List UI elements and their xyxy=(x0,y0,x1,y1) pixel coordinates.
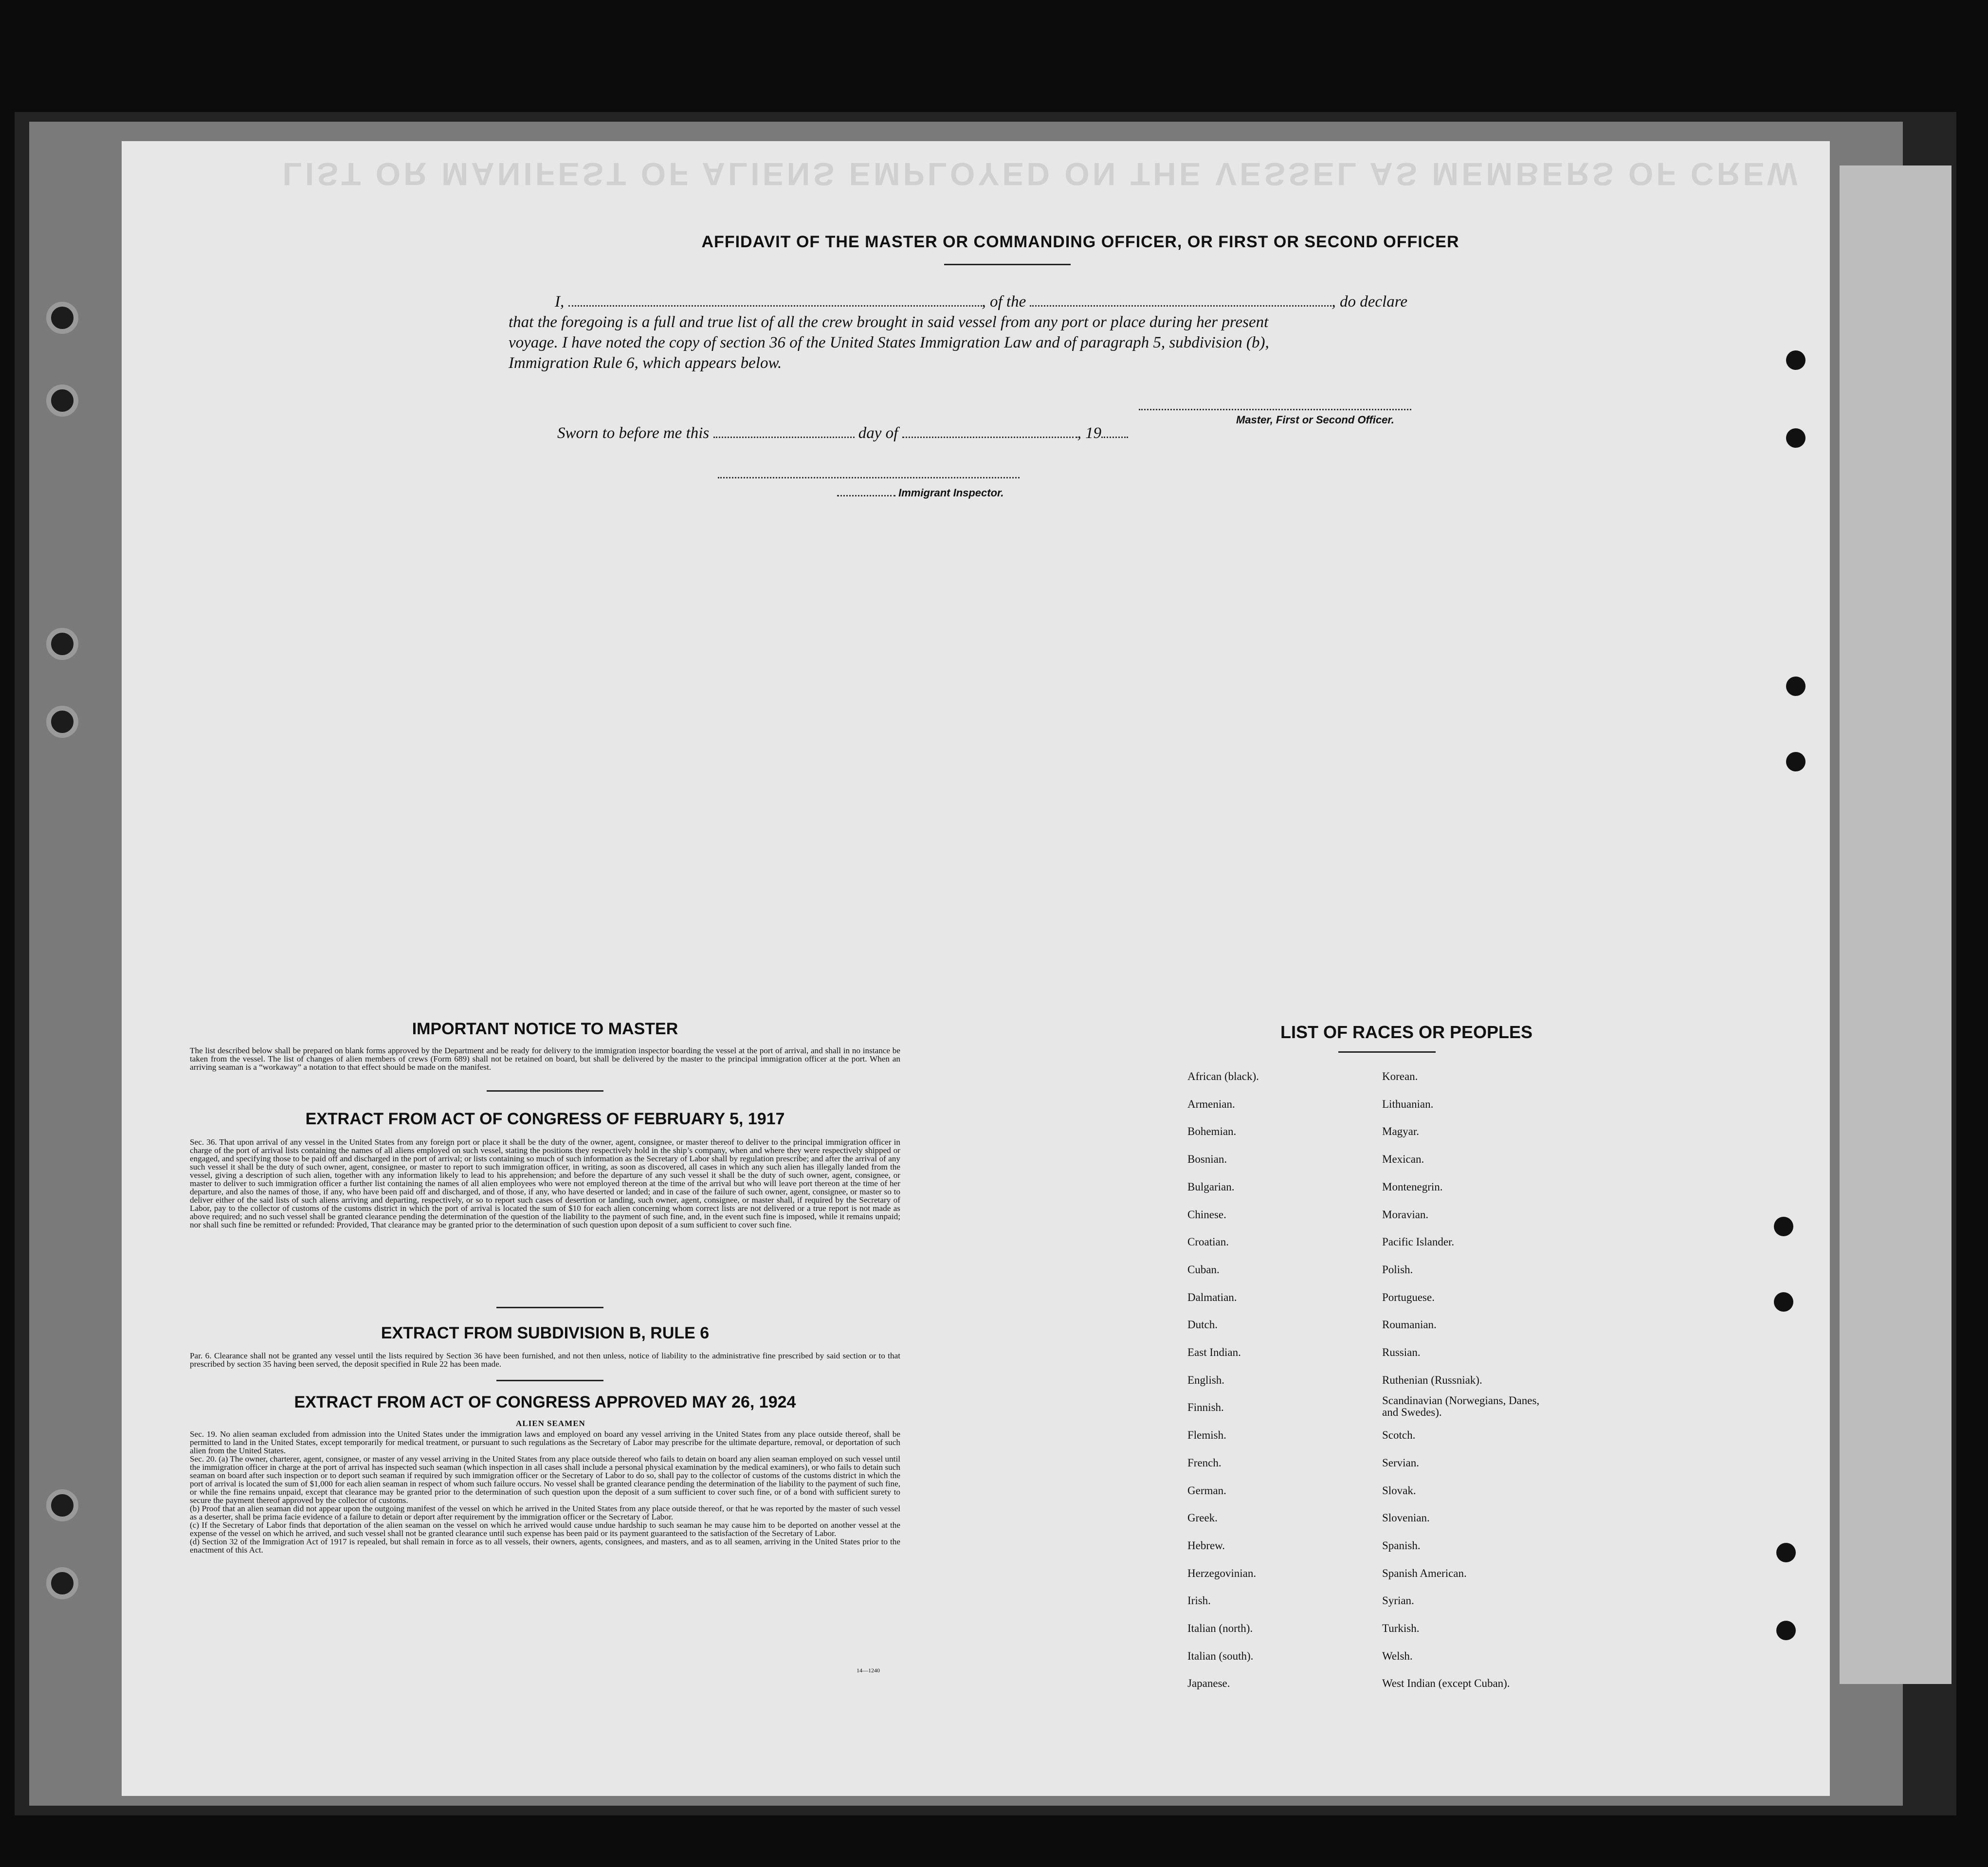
race-item-left: Croatian. xyxy=(1187,1236,1229,1248)
extract-1924-title: EXTRACT FROM ACT OF CONGRESS APPROVED MAY 26, 1924 xyxy=(294,1393,796,1411)
sec-19: Sec. 19. No alien seaman excluded from admission into the United States under the immigration laws and employed on board any vessel arriving in the United States from any place outside thereof, shall be permitted to land in the United States, except temporarily for medical treatment, or pursuant to such regulations as the Secretary of Labor may prescribe for the ultimate departure, removal, or deportation of such alien from the United States. xyxy=(190,1429,900,1455)
race-item-left: Herzegovinian. xyxy=(1187,1567,1257,1579)
affidavit-i: I, xyxy=(555,293,565,311)
notice-body: The list described below shall be prepared on blank forms approved by the Department and be ready for delivery to the immigration inspector boarding the vessel at the port of arrival, and shall in no instance be taken from the vessel. The list of changes of alien members of crews (Form 689) shall not be retained on board, but shall be delivered by the master to the principal immigration officer at the port. When an arriving seaman is a “workaway” a notation to that effect should be made on the manifest. xyxy=(190,1046,900,1072)
day-of-text: day of xyxy=(858,424,898,442)
race-item-right: West Indian (except Cuban). xyxy=(1382,1677,1510,1690)
race-item-left: Greek. xyxy=(1187,1512,1218,1524)
race-item-left: English. xyxy=(1187,1373,1225,1386)
form-number: 14—1240 xyxy=(857,1667,880,1674)
binder-hole xyxy=(46,1567,78,1599)
binder-hole xyxy=(1774,1292,1793,1312)
race-item-right: Moravian. xyxy=(1382,1208,1429,1221)
race-item-left: German. xyxy=(1187,1484,1226,1497)
inspector-caption xyxy=(837,487,1004,499)
vessel-blank xyxy=(1030,294,1331,307)
affidavit-line-4: Immigration Rule 6, which appears below. xyxy=(509,354,782,372)
extract-1917-title: EXTRACT FROM ACT OF CONGRESS OF FEBRUARY 5, 1917 xyxy=(305,1110,785,1128)
binder-hole xyxy=(46,302,78,334)
sec-20a: Sec. 20. (a) The owner, charterer, agent, consignee, or master of any vessel arriving in the United States from any place outside thereof who fails to detain on board any alien seaman employed on such vessel until the immigration officer in charge at the port of arrival has inspected such seaman (which inspection in all cases shall include a personal physical examination by the medical examiners), or who fails to detain such seaman on board after such inspection or to deport such seaman if required by such immigration officer or the Secretary of Labor to do so, shall pay to the collector of customs of the customs district in which the port of arrival is located the sum of $1,000 for each alien seaman in respect of whom such failure occurs. No vessel shall be granted clearance pending the determination of the liability to the payment of such fine, or while the fine remains unpaid, except that clearance may be granted prior to the determination of such question upon the deposit of a sum sufficient to cover such fine, or of a bond with sufficient surety to secure the payment thereof approved by the collector of customs. xyxy=(190,1454,900,1505)
race-item-left: Irish. xyxy=(1187,1594,1211,1607)
binder-hole xyxy=(46,628,78,660)
affidavit-of-the: , of the xyxy=(982,293,1026,311)
extract-rule6-title: EXTRACT FROM SUBDIVISION B, RULE 6 xyxy=(381,1324,710,1342)
sworn-line xyxy=(557,424,1128,442)
race-item-right: Scandinavian (Norwegians, Danes, and Swedes). xyxy=(1382,1394,1540,1419)
master-caption: Master, First or Second Officer. xyxy=(1236,414,1394,426)
race-item-left: Flemish. xyxy=(1187,1429,1226,1442)
race-item-right: Roumanian. xyxy=(1382,1318,1437,1331)
race-item-right: Lithuanian. xyxy=(1382,1098,1434,1110)
affidavit-line-1 xyxy=(555,293,1407,311)
races-title: LIST OF RACES OR PEOPLES xyxy=(1280,1022,1533,1042)
race-item-right: Korean. xyxy=(1382,1070,1418,1082)
binder-hole xyxy=(46,706,78,738)
race-item-left: Hebrew. xyxy=(1187,1539,1225,1552)
day-blank xyxy=(713,426,855,438)
race-item-right: Syrian. xyxy=(1382,1594,1414,1607)
affidavit-line-2: that the foregoing is a full and true list of all the crew brought in said vessel from any port or place during her present xyxy=(509,313,1269,331)
sec-20b: (b) Proof that an alien seaman did not appear upon the outgoing manifest of the vessel on which he arrived in the United States from any place outside thereof, or that he was reported by the master of such vessel as a deserter, shall be prima facie evidence of a failure to detain or deport after requirement by the immigration officer or the Secretary of Labor. xyxy=(190,1504,900,1521)
race-item-right: Slovenian. xyxy=(1382,1512,1430,1524)
affidavit-line-3: voyage. I have noted the copy of section 36 of the United States Immigration Law and of paragraph 5, subdivision (b), xyxy=(509,334,1269,351)
master-signature-line xyxy=(1139,408,1411,410)
race-item-right: Polish. xyxy=(1382,1263,1413,1276)
section-rule xyxy=(496,1307,603,1308)
binder-hole xyxy=(46,384,78,417)
race-item-left: Bosnian. xyxy=(1187,1153,1227,1166)
race-item-right: Mexican. xyxy=(1382,1153,1424,1166)
race-item-right: Ruthenian (Russniak). xyxy=(1382,1373,1482,1386)
month-blank xyxy=(902,426,1077,438)
year-blank xyxy=(1101,426,1128,438)
section-rule xyxy=(496,1380,603,1381)
race-item-right: Spanish American. xyxy=(1382,1567,1467,1579)
notice-title: IMPORTANT NOTICE TO MASTER xyxy=(412,1020,678,1038)
race-item-left: Chinese. xyxy=(1187,1208,1226,1221)
race-item-right: Turkish. xyxy=(1382,1622,1420,1634)
manifest-page xyxy=(122,141,1830,1796)
extract-1917-body: Sec. 36. That upon arrival of any vessel in the United States from any foreign port or place it shall be the duty of the owner, agent, consignee, or master thereof to deliver to the principal immigration officer in charge of the port of arrival lists containing the names of all aliens employed on such vessel, stating the positions they respectively hold in the ship’s company, when and where they were respectively shipped or engaged, and specifying those to be paid off and discharged in the port of arrival; or lists containing so much of such information as the Secretary of Labor shall by regulation prescribe; and after the arrival of any such vessel it shall be the duty of such owner, agent, consignee, or master to report to such immigration officer, in writing, as soon as discovered, all cases in which any such alien has illegally landed from the vessel, giving a description of such alien, together with any information likely to lead to his apprehension; and before the departure of any such vessel it shall be the duty of such owner, agent, consignee, or master to deliver to such immigration officer a further list containing the names of all alien employees who were not employed thereon at the time of the arrival but who will leave port thereon at the time of her departure, and also the names of those, if any, who have been paid off and discharged, and of those, if any, who have deserted or landed; and in case of the failure of such owner, agent, consignee, or master so to deliver either of the said lists of such aliens arriving and departing, respectively, or so to report such cases of desertion or landing, such owner, agent, consignee, or master shall, if required by the Secretary of Labor, pay to the collector of customs of the customs district in which the port of arrival is located the sum of $10 for each alien concerning whom correct lists are not delivered or a true report is not made as above required; and no such vessel shall be granted clearance pending the determination of the question of the liability to the payment of such fine, and, in the event such fine is imposed, while it remains unpaid; nor shall such fine be remitted or refunded: Provided, That clearance may be granted prior to the determination of such question upon deposit of a sum sufficient to cover such fine. xyxy=(190,1137,900,1229)
race-item-left: Bohemian. xyxy=(1187,1125,1237,1138)
race-item-left: Armenian. xyxy=(1187,1098,1235,1110)
race-item-right: Spanish. xyxy=(1382,1539,1421,1552)
race-item-left: Finnish. xyxy=(1187,1401,1224,1414)
affidavit-title: AFFIDAVIT OF THE MASTER OR COMMANDING OFFICER, OR FIRST OR SECOND OFFICER xyxy=(701,233,1459,251)
name-blank xyxy=(568,294,982,307)
binder-hole xyxy=(1786,752,1806,771)
race-item-right: Welsh. xyxy=(1382,1649,1413,1662)
extract-1924-body xyxy=(190,1430,900,1554)
bleed-through-text: LIST OR MANIFEST OF ALIENS EMPLOYED ON THE VESSEL AS MEMBERS OF CREW xyxy=(282,156,1801,192)
race-item-right: Slovak. xyxy=(1382,1484,1416,1497)
sec-20d: (d) Section 32 of the Immigration Act of 1917 is repealed, but shall remain in force as to all vessels, their owners, agents, consignees, and masters, and as to all seamen, arriving in the United States prior to the enactment of this Act. xyxy=(190,1537,900,1555)
binder-hole xyxy=(1776,1621,1796,1640)
race-item-right: Servian. xyxy=(1382,1456,1420,1469)
race-item-left: Dutch. xyxy=(1187,1318,1218,1331)
race-item-right: Russian. xyxy=(1382,1346,1421,1358)
affidavit-declare: , do declare xyxy=(1331,293,1407,311)
binder-hole xyxy=(1786,428,1806,448)
race-item-right: Portuguese. xyxy=(1382,1291,1435,1303)
binder-hole xyxy=(46,1489,78,1521)
title-rule xyxy=(944,264,1071,265)
race-item-left: Italian (south). xyxy=(1187,1649,1254,1662)
sworn-text: Sworn to before me this xyxy=(557,424,710,442)
race-item-left: African (black). xyxy=(1187,1070,1259,1082)
year-prefix: , 19 xyxy=(1077,424,1102,442)
underlying-sheet-edge xyxy=(1840,165,1952,1684)
race-item-right: Montenegrin. xyxy=(1382,1180,1443,1193)
inspector-caption-text: Immigrant Inspector. xyxy=(898,487,1004,499)
race-item-right: Scotch. xyxy=(1382,1429,1416,1442)
alien-seamen-heading: ALIEN SEAMEN xyxy=(516,1419,585,1428)
races-rule xyxy=(1338,1051,1436,1053)
race-item-left: Japanese. xyxy=(1187,1677,1230,1690)
inspector-dash xyxy=(837,489,895,496)
race-item-right: Pacific Islander. xyxy=(1382,1236,1455,1248)
binder-hole xyxy=(1786,350,1806,370)
extract-rule6-body: Par. 6. Clearance shall not be granted any vessel until the lists required by Section 36 have been furnished, and not then unless, notice of liability to the administrative fine prescribed by said section or to that prescribed by section 35 having been served, the deposit specified in Rule 22 has been made. xyxy=(190,1351,900,1369)
race-item-left: East Indian. xyxy=(1187,1346,1241,1358)
binder-hole xyxy=(1786,677,1806,696)
race-item-left: French. xyxy=(1187,1456,1222,1469)
race-item-left: Dalmatian. xyxy=(1187,1291,1237,1303)
race-item-left: Italian (north). xyxy=(1187,1622,1253,1634)
race-item-left: Cuban. xyxy=(1187,1263,1220,1276)
race-item-left: Bulgarian. xyxy=(1187,1180,1235,1193)
race-item-right: Magyar. xyxy=(1382,1125,1420,1138)
inspector-signature-line xyxy=(718,476,1020,478)
section-rule xyxy=(487,1090,603,1092)
binder-hole xyxy=(1774,1217,1793,1236)
sec-20c: (c) If the Secretary of Labor finds that deportation of the alien seaman on the vessel on which he arrived would cause undue hardship to such seaman he may cause him to be deported on another vessel at the expense of the vessel on which he arrived, and such vessel shall not be granted clearance until such expense has been paid or its payment guaranteed to the satisfaction of the Secretary of Labor. xyxy=(190,1520,900,1538)
binder-hole xyxy=(1776,1543,1796,1562)
